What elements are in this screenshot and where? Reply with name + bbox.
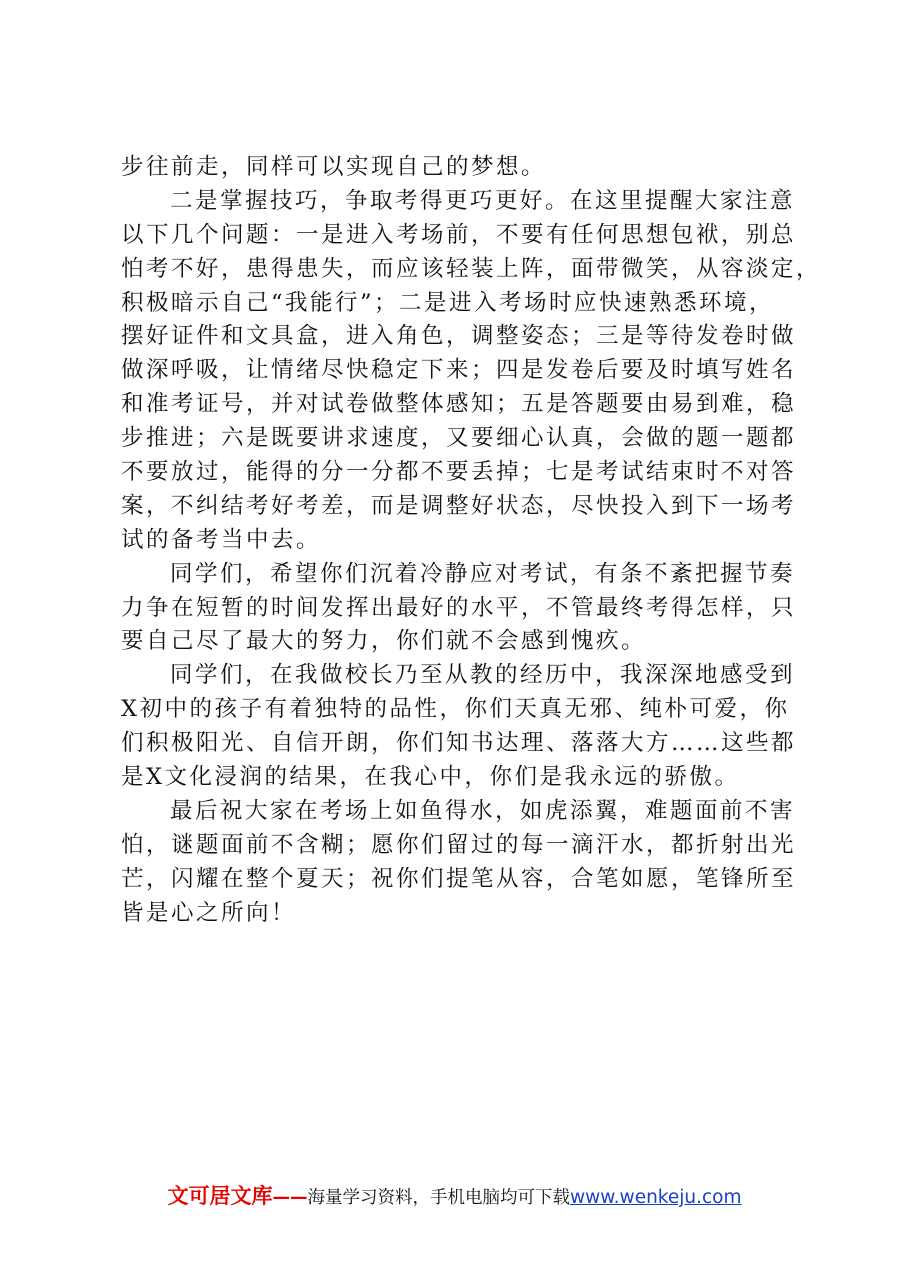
text-line: 做深呼吸，让情绪尽快稳定下来；四是发卷后要及时填写姓名 — [121, 357, 797, 384]
footer-banner — [0, 1180, 909, 1210]
footer-brand: 文可居文库 — [167, 1184, 273, 1208]
text-line: 不要放过，能得的分一分都不要丢掉；七是考试结束时不对答 — [121, 459, 797, 486]
text-line: 们积极阳光、自信开朗，你们知书达理、落落大方……这些都 — [121, 730, 797, 757]
document-body — [121, 151, 822, 930]
text-line: 试的备考当中去。 — [121, 526, 322, 553]
text-line: 是X文化浸润的结果，在我心中，你们是我永远的骄傲。 — [121, 764, 740, 791]
text-line: 和准考证号，并对试卷做整体感知；五是答题要由易到难，稳 — [121, 391, 797, 418]
text-line: 皆是心之所向！ — [121, 899, 297, 926]
text-line: 怕，谜题面前不含糊；愿你们留过的每一滴汗水，都折射出光 — [121, 831, 797, 858]
text-line: 步推进；六是既要讲求速度，又要细心认真，会做的题一题都 — [121, 425, 797, 452]
text-line: 摆好证件和文具盒，进入角色，调整姿态；三是等待发卷时做 — [121, 323, 797, 350]
text-line: 要自己尽了最大的努力，你们就不会感到愧疚。 — [121, 628, 647, 655]
text-line: 最后祝大家在考场上如鱼得水，如虎添翼，难题面前不害 — [170, 797, 796, 824]
text-line: 同学们，在我做校长乃至从教的经历中，我深深地感受到 — [170, 662, 796, 689]
footer-dash: —— — [272, 1188, 308, 1208]
footer-url-link[interactable]: www.wenkeju.com — [569, 1187, 742, 1208]
text-line: 以下几个问题：一是进入考场前，不要有任何思想包袱，别总 — [121, 221, 797, 248]
text-line: 二是掌握技巧，争取考得更巧更好。在这里提醒大家注意 — [170, 187, 796, 214]
text-line: X初中的孩子有着独特的品性，你们天真无邪、纯朴可爱，你 — [121, 696, 790, 723]
text-line: 芒，闪耀在整个夏天；祝你们提笔从容，合笔如愿，笔锋所至 — [121, 865, 797, 892]
text-line: 怕考不好，患得患失，而应该轻装上阵，面带微笑，从容淡定， — [121, 255, 822, 282]
text-line: 力争在短暂的时间发挥出最好的水平，不管最终考得怎样，只 — [121, 594, 797, 621]
text-line: 步往前走，同样可以实现自己的梦想。 — [121, 154, 547, 180]
text-line: 同学们，希望你们沉着冷静应对考试，有条不紊把握节奏 — [170, 560, 796, 587]
text-line: 案，不纠结考好考差，而是调整好状态，尽快投入到下一场考 — [121, 492, 797, 519]
footer-tagline: 海量学习资料，手机电脑均可下载 — [307, 1188, 570, 1208]
text-line: 积极暗示自己“我能行”；二是进入考场时应快速熟悉环境， — [121, 289, 775, 316]
